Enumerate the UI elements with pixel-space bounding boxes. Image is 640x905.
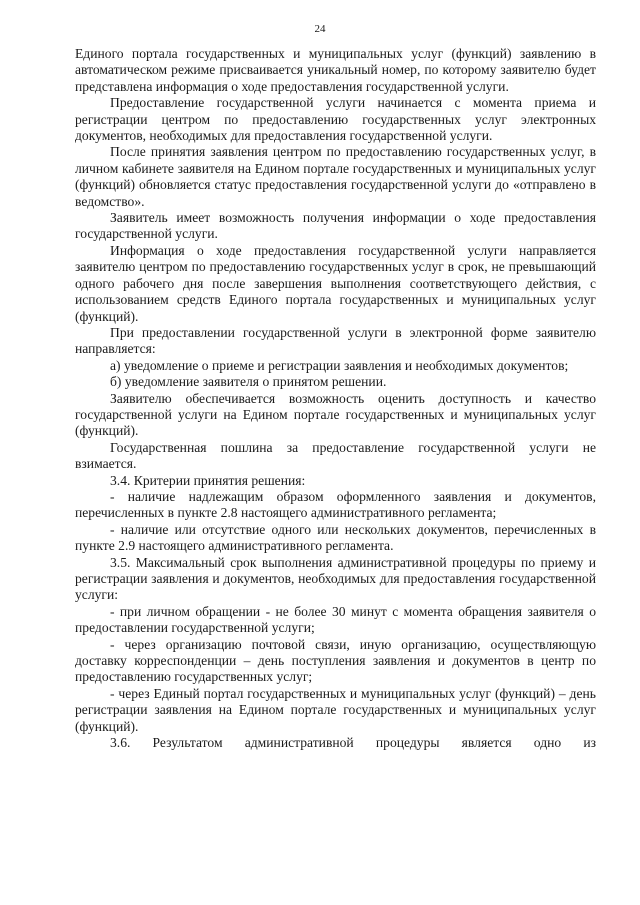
page-number: 24 bbox=[314, 23, 326, 35]
paragraph-progress-info: Заявитель имеет возможность получения информации о ходе предоставления государственной услуги. bbox=[75, 210, 596, 242]
term-item-portal: - через Единый портал государственных и муниципальных услуг (функций) – день регистрации заявления на Едином портале государственных и муниципальных услуг (функций). bbox=[75, 685, 596, 734]
paragraph-status-update: После принятия заявления центром по предоставлению государственных услуг, в личном кабинете заявителя на Едином портале государственных и муниципальных услуг (функций) обновляется статус предоставления государственной услуги до «отправлено в ведомство». bbox=[75, 144, 596, 209]
list-item-a: а) уведомление о приеме и регистрации заявления и необходимых документов; bbox=[110, 357, 569, 373]
section-3-5-heading: 3.5. Максимальный срок выполнения административной процедуры по приему и регистрации заявления и документов, необходимых для предоставления государственной услуги: bbox=[75, 554, 596, 603]
paragraph-electronic-form: При предоставлении государственной услуги в электронной форме заявителю направляется: bbox=[75, 324, 596, 357]
section-3-4-heading: 3.4. Критерии принятия решения: bbox=[110, 472, 306, 488]
list-item-b: б) уведомление заявителя о принятом решении. bbox=[110, 374, 387, 390]
criteria-item-1: - наличие надлежащим образом оформленного заявления и документов, перечисленных в пункте 2.8 настоящего административного регламента; bbox=[75, 488, 596, 521]
section-3-6-start: 3.6. Результатом административной процедуры является одно из bbox=[110, 735, 596, 751]
paragraph-portal-number: Единого портала государственных и муниципальных услуг (функций) заявлению в автоматическом режиме присваивается уникальный номер, по которому заявителю будет представлена информация о ходе предоставления государственной услуги. bbox=[75, 46, 596, 94]
term-item-postal: - через организацию почтовой связи, иную организацию, осуществляющую доставку корреспонденции – день поступления заявления и документов в центр по предоставлению государственных услуг; bbox=[75, 636, 596, 685]
paragraph-state-fee: Государственная пошлина за предоставление государственной услуги не взимается. bbox=[75, 439, 596, 472]
paragraph-quality-rating: Заявителю обеспечивается возможность оценить доступность и качество государственной услуги на Едином портале государственных и муниципальных услуг (функций). bbox=[75, 390, 596, 439]
term-item-personal: - при личном обращении - не более 30 минут с момента обращения заявителя о предоставлении государственной услуги; bbox=[75, 603, 596, 636]
criteria-item-2: - наличие или отсутствие одного или нескольких документов, перечисленных в пункте 2.9 настоящего административного регламента. bbox=[75, 521, 596, 554]
paragraph-service-start: Предоставление государственной услуги начинается с момента приема и регистрации центром по предоставлению государственных услуг электронных документов, необходимых для предоставления государственной услуги. bbox=[75, 95, 596, 144]
document-body bbox=[75, 46, 596, 751]
paragraph-info-deadline: Информация о ходе предоставления государственной услуги направляется заявителю центром по предоставлению государственных услуг в срок, не превышающий одного рабочего дня после завершения выполнения соответствующего действия, с использованием средств Единого портала государственных и муниципальных услуг (функций). bbox=[75, 242, 596, 324]
